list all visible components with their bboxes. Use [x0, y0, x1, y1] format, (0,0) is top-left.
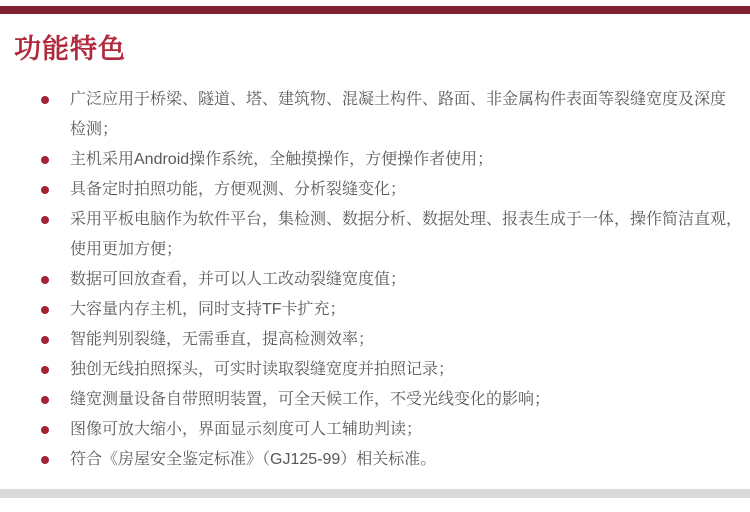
feature-line: 缝宽测量设备自带照明装置，可全天候工作，不受光线变化的影响；: [70, 391, 551, 408]
feature-line: 智能判别裂缝，无需垂直，提高检测效率；: [70, 331, 375, 348]
feature-line-continuation: 检测；: [70, 121, 119, 138]
feature-line: 独创无线拍照探头，可实时读取裂缝宽度并拍照记录；: [70, 361, 455, 378]
feature-line-continuation: 使用更加方便；: [70, 241, 183, 258]
bullet-icon: [41, 426, 49, 434]
bullet-icon: [41, 276, 49, 284]
bullet-icon: [41, 366, 49, 374]
page-title: 功能特色: [14, 34, 126, 64]
feature-line: 大容量内存主机，同时支持TF卡扩充；: [70, 301, 346, 318]
bullet-icon: [41, 306, 49, 314]
feature-line: 图像可放大缩小，界面显示刻度可人工辅助判读；: [70, 421, 423, 438]
feature-line: 主机采用Android操作系统，全触摸操作，方便操作者使用；: [70, 151, 494, 168]
bullet-icon: [41, 216, 49, 224]
list-item: [0, 145, 750, 175]
list-item: [0, 415, 750, 445]
list-item: [0, 325, 750, 355]
list-item: [0, 175, 750, 205]
list-item: [0, 355, 750, 385]
feature-line: 具备定时拍照功能，方便观测、分析裂缝变化；: [70, 181, 407, 198]
list-item: [0, 295, 750, 325]
bullet-icon: [41, 396, 49, 404]
bullet-icon: [41, 96, 49, 104]
feature-line: 采用平板电脑作为软件平台，集检测、数据分析、数据处理、报表生成于一体，操作简洁直观，: [70, 211, 743, 228]
list-item: [0, 85, 750, 145]
bullet-icon: [41, 156, 49, 164]
list-item: [0, 205, 750, 265]
bullet-icon: [41, 456, 49, 464]
list-item: [0, 265, 750, 295]
feature-line: 广泛应用于桥梁、隧道、塔、建筑物、混凝土构件、路面、非金属构件表面等裂缝宽度及深度: [70, 91, 727, 108]
bullet-icon: [41, 336, 49, 344]
feature-list: [0, 85, 750, 475]
feature-line: 数据可回放查看，并可以人工改动裂缝宽度值；: [70, 271, 407, 288]
bottom-divider-bar: [0, 489, 750, 498]
list-item: [0, 445, 750, 475]
top-accent-bar: [0, 6, 750, 14]
feature-line: 符合《房屋安全鉴定标准》（GJ125-99）相关标准。: [70, 451, 437, 468]
bullet-icon: [41, 186, 49, 194]
list-item: [0, 385, 750, 415]
